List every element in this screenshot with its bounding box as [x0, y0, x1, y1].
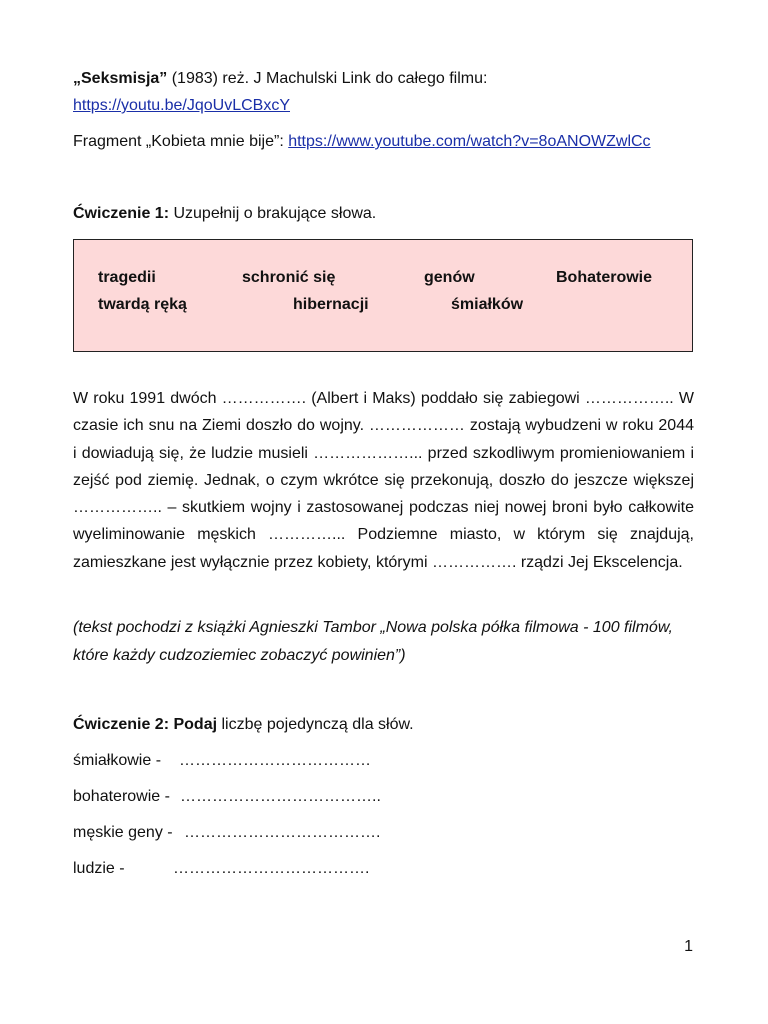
exercise2-heading: Ćwiczenie 2:	[73, 716, 170, 733]
exercise2-instruction: liczbę pojedynczą dla słów.	[217, 716, 414, 733]
exercise2-item	[73, 824, 381, 842]
answer-blank[interactable]: ………………………………..	[180, 788, 381, 805]
answer-blank[interactable]: ……………………………….	[173, 860, 370, 877]
word-bank-item: tragedii	[98, 269, 156, 286]
exercise2-heading-line	[73, 715, 414, 735]
full-film-link[interactable]: https://youtu.be/JqoUvLCBxcY	[73, 97, 290, 114]
exercise2-item	[73, 752, 371, 770]
exercise2-item	[73, 860, 370, 878]
source-citation: (tekst pochodzi z książki Agnieszki Tambor „Nowa polska półka filmowa - 100 filmów, które każdy cudzoziemiec zobaczyć powinien”)	[73, 619, 673, 664]
word-bank-box	[73, 239, 693, 352]
word-bank-item: hibernacji	[293, 296, 369, 313]
answer-blank[interactable]: ……………………………….	[184, 824, 381, 841]
exercise1-instruction: Uzupełnij o brakujące słowa.	[169, 205, 377, 222]
word-bank-item: Bohaterowie	[556, 269, 653, 286]
word-bank-item: schronić się	[242, 269, 336, 286]
film-title: „Seksmisja”	[73, 70, 168, 87]
exercise2-word: bohaterowie -	[73, 788, 170, 805]
exercise1-heading: Ćwiczenie 1:	[73, 205, 170, 222]
fragment-line	[73, 132, 651, 152]
exercise2-heading-verb: Podaj	[169, 716, 218, 733]
answer-blank[interactable]: ………………………………	[179, 752, 371, 769]
fragment-link[interactable]: https://www.youtube.com/watch?v=8oANOWZwlCc	[288, 133, 651, 150]
film-info: (1983) reż. J Machulski Link do całego filmu:	[167, 70, 488, 87]
exercise1-text: W roku 1991 dwóch ……………. (Albert i Maks) poddało się zabiegowi …………….. W czasie ich snu na Ziemi doszło do wojny. ……………… zostają wybudzeni w roku 2044 i dowiadują się, że ludzie musieli ………………... przed szkodliwym promieniowaniem i zejść pod ziemię. Jednak, o czym wkrótce się przekonują, doszło do jeszcze większej …………….. – skutkiem wojny i zastosowanej podczas niej nowej broni było całkowite wyeliminowanie męskich …………... Podziemne miasto, w którym się znajdują, zamieszkane jest wyłącznie przez kobiety, którymi ……………. rządzi Jej Ekscelencja.	[73, 390, 694, 571]
page-number: 1	[684, 938, 693, 955]
exercise2-word: śmiałkowie -	[73, 752, 162, 769]
exercise1-heading-line	[73, 204, 376, 224]
fragment-label: Fragment „Kobieta mnie bije”:	[73, 133, 289, 150]
exercise2-item	[73, 788, 381, 806]
word-bank-item: genów	[424, 269, 475, 286]
film-title-line	[73, 69, 487, 89]
full-film-link-line	[73, 96, 290, 116]
word-bank-item: twardą ręką	[98, 296, 187, 313]
word-bank-item: śmiałków	[451, 296, 524, 313]
exercise2-word: ludzie -	[73, 860, 125, 877]
exercise2-word: męskie geny -	[73, 824, 173, 841]
